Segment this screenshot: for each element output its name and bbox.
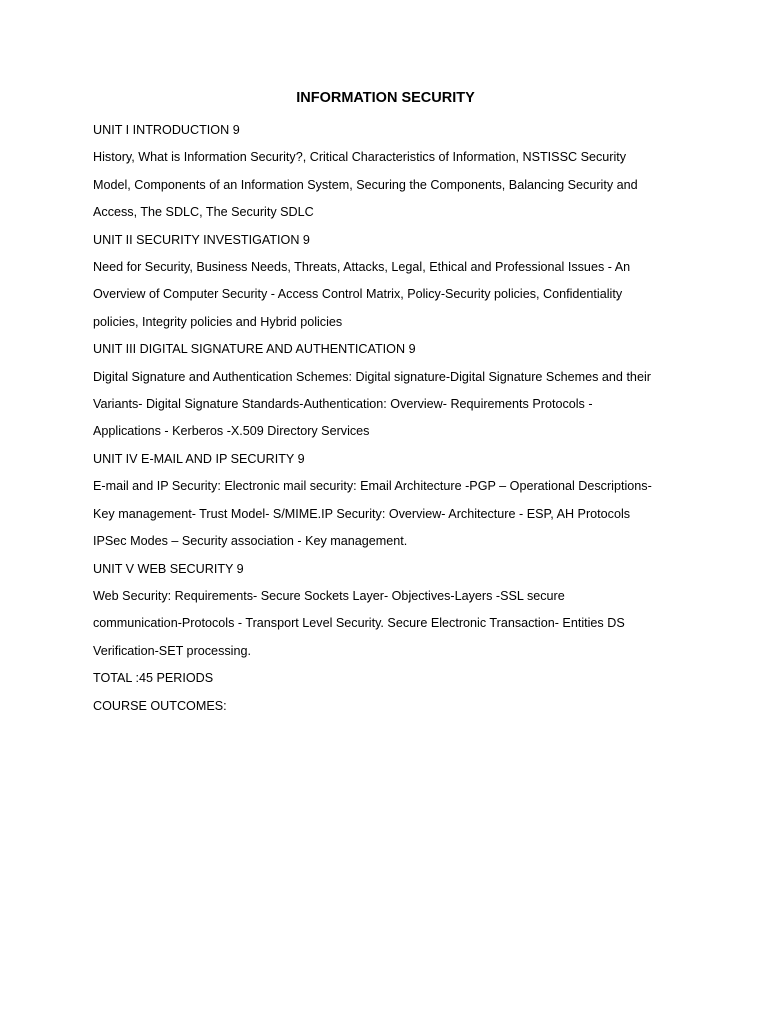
unit-1-body-line: Access, The SDLC, The Security SDLC bbox=[93, 205, 314, 220]
unit-5-heading: UNIT V WEB SECURITY 9 bbox=[93, 561, 244, 576]
unit-3-body-line: Variants- Digital Signature Standards-Authentication: Overview- Requirements Protocols - bbox=[93, 397, 593, 412]
unit-1-body-line: Model, Components of an Information System, Securing the Components, Balancing Security and bbox=[93, 177, 638, 192]
total-periods: TOTAL :45 PERIODS bbox=[93, 671, 214, 686]
unit-1-body-line: History, What is Information Security?, Critical Characteristics of Information, NSTISSC Security bbox=[93, 150, 627, 165]
unit-4-body-line: IPSec Modes – Security association - Key management. bbox=[93, 534, 408, 549]
unit-5-body-line: Web Security: Requirements- Secure Sockets Layer- Objectives-Layers -SSL secure bbox=[93, 588, 565, 603]
unit-5-body-line: Verification-SET processing. bbox=[93, 643, 251, 658]
unit-1-heading: UNIT I INTRODUCTION 9 bbox=[93, 123, 240, 137]
unit-2-body-line: policies, Integrity policies and Hybrid policies bbox=[93, 314, 343, 329]
document-page bbox=[93, 88, 678, 720]
unit-4-heading: UNIT IV E-MAIL AND IP SECURITY 9 bbox=[93, 451, 305, 466]
unit-3-heading: UNIT III DIGITAL SIGNATURE AND AUTHENTICATION 9 bbox=[93, 342, 416, 357]
page-title: INFORMATION SECURITY bbox=[296, 90, 475, 106]
unit-5-body-line: communication-Protocols - Transport Level Security. Secure Electronic Transaction- Entities DS bbox=[93, 616, 625, 631]
unit-2-body-line: Overview of Computer Security - Access Control Matrix, Policy-Security policies, Confidentiality bbox=[93, 287, 623, 302]
unit-2-body-line: Need for Security, Business Needs, Threats, Attacks, Legal, Ethical and Professional Issues - An bbox=[93, 260, 631, 275]
unit-4-body-line: E-mail and IP Security: Electronic mail security: Email Architecture -PGP – Operational Descriptions- bbox=[93, 479, 652, 494]
course-outcomes-heading: COURSE OUTCOMES: bbox=[93, 698, 227, 713]
unit-2-heading: UNIT II SECURITY INVESTIGATION 9 bbox=[93, 232, 310, 247]
unit-3-body-line: Applications - Kerberos -X.509 Directory Services bbox=[93, 424, 370, 439]
unit-4-body-line: Key management- Trust Model- S/MIME.IP Security: Overview- Architecture - ESP, AH Protocols bbox=[93, 506, 631, 521]
unit-3-body-line: Digital Signature and Authentication Schemes: Digital signature-Digital Signature Schemes and their bbox=[93, 369, 651, 384]
